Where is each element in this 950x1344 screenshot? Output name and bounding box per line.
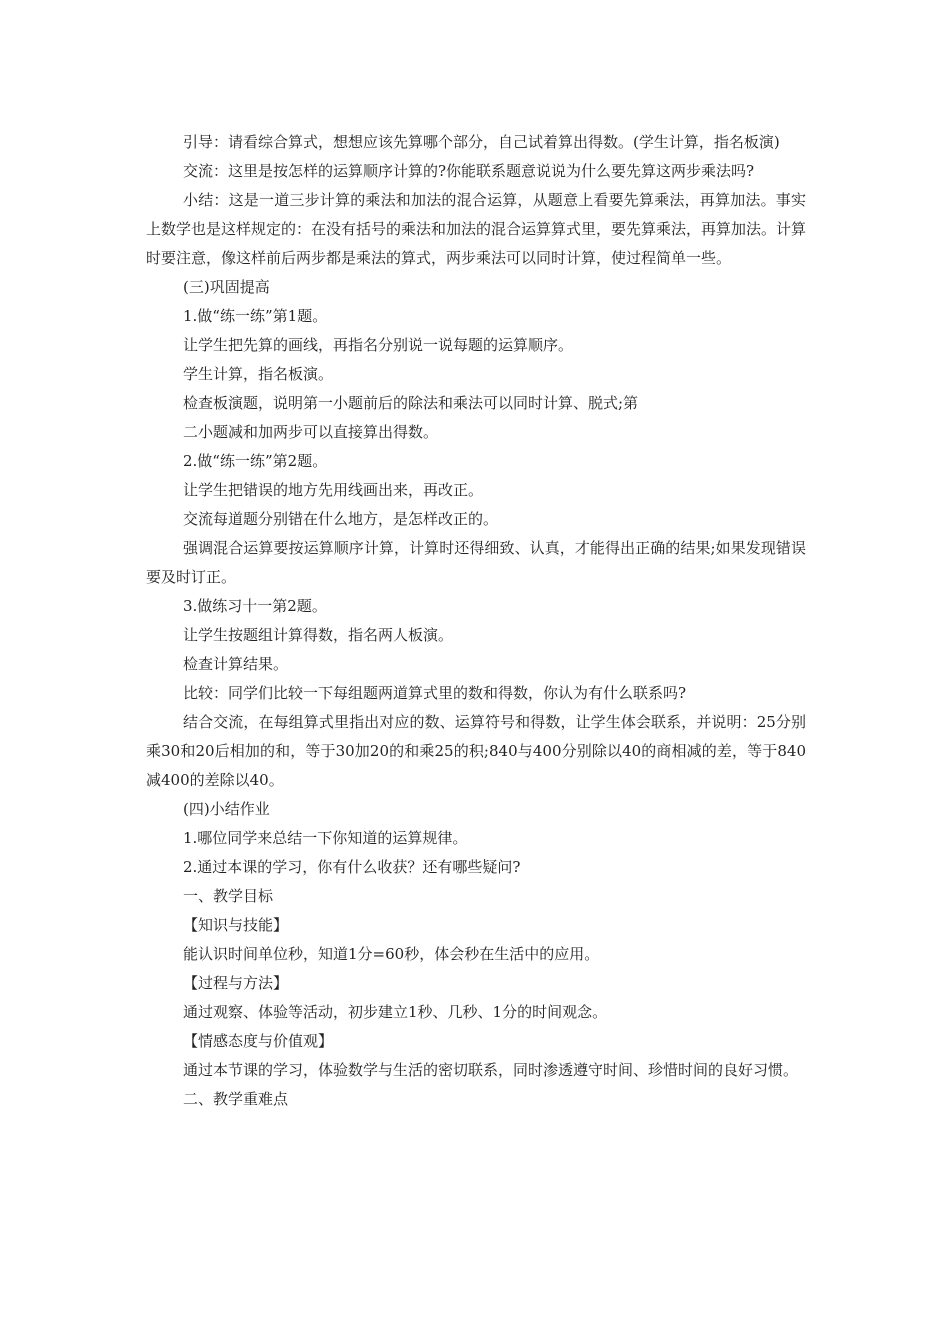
paragraph-underline-first: 让学生把先算的画线，再指名分别说一说每题的运算顺序。 bbox=[183, 336, 574, 354]
paragraph-knowledge-skills: 能认识时间单位秒，知道1分=60秒，体会秒在生活中的应用。 bbox=[183, 945, 600, 963]
paragraph-group-calc: 让学生按题组计算得数，指名两人板演。 bbox=[183, 626, 454, 644]
paragraph-summary: 小结：这是一道三步计算的乘法和加法的混合运算，从题意上看要先算乘法，再算加法。事实上数学也是这样规定的：在没有括号的乘法和加法的混合运算算式里，要先算乘法，再算加法。计算时要注意，像这样前后两步都是乘法的算式，两步乘法可以同时计算，使过程简单一些。 bbox=[146, 191, 807, 267]
subheading-process-methods: 【过程与方法】 bbox=[183, 974, 289, 992]
subheading-attitude-values: 【情感态度与价值观】 bbox=[183, 1032, 334, 1050]
section-heading-consolidate: (三)巩固提高 bbox=[183, 278, 270, 296]
paragraph-guide: 引导：请看综合算式，想想应该先算哪个部分，自己试着算出得数。(学生计算，指名板演) bbox=[183, 133, 780, 151]
section-heading-wrapup: (四)小结作业 bbox=[183, 800, 270, 818]
paragraph-check-results: 检查计算结果。 bbox=[183, 655, 289, 673]
paragraph-discuss-errors: 交流每道题分别错在什么地方，是怎样改正的。 bbox=[183, 510, 499, 528]
paragraph-exercise-1: 1.做“练一练”第1题。 bbox=[183, 307, 328, 325]
section-heading-key-points: 二、教学重难点 bbox=[183, 1090, 289, 1108]
paragraph-process-methods: 通过观察、体验等活动，初步建立1秒、几秒、1分的时间观念。 bbox=[183, 1003, 608, 1021]
paragraph-mark-errors: 让学生把错误的地方先用线画出来，再改正。 bbox=[183, 481, 484, 499]
paragraph-summarize-rules: 1.哪位同学来总结一下你知道的运算规律。 bbox=[183, 829, 468, 847]
paragraph-gains-questions: 2.通过本课的学习，你有什么收获？还有哪些疑问? bbox=[183, 858, 521, 876]
paragraph-check-board: 检查板演题，说明第一小题前后的除法和乘法可以同时计算、脱式;第 bbox=[183, 394, 639, 412]
paragraph-attitude-values: 通过本节课的学习，体验数学与生活的密切联系，同时渗透遵守时间、珍惜时间的良好习惯。 bbox=[183, 1061, 799, 1079]
document-body bbox=[146, 128, 806, 1114]
section-heading-objectives: 一、教学目标 bbox=[183, 887, 274, 905]
paragraph-combine-discussion: 结合交流，在每组算式里指出对应的数、运算符号和得数，让学生体会联系，并说明：25分别乘30和20后相加的和，等于30加20的和乘25的积;840与400分别除以40的商相减的差，等于840减400的差除以40。 bbox=[146, 713, 806, 789]
paragraph-discussion: 交流：这里是按怎样的运算顺序计算的?你能联系题意说说为什么要先算这两步乘法吗? bbox=[183, 162, 755, 180]
paragraph-exercise-2: 2.做“练一练”第2题。 bbox=[183, 452, 328, 470]
paragraph-student-calc: 学生计算，指名板演。 bbox=[183, 365, 334, 383]
paragraph-emphasize-order: 强调混合运算要按运算顺序计算，计算时还得细致、认真，才能得出正确的结果;如果发现错误要及时订正。 bbox=[146, 539, 806, 586]
paragraph-compare: 比较：同学们比较一下每组题两道算式里的数和得数，你认为有什么联系吗? bbox=[183, 684, 687, 702]
paragraph-second-item: 二小题减和加两步可以直接算出得数。 bbox=[183, 423, 439, 441]
paragraph-exercise-3: 3.做练习十一第2题。 bbox=[183, 597, 327, 615]
subheading-knowledge-skills: 【知识与技能】 bbox=[183, 916, 289, 934]
